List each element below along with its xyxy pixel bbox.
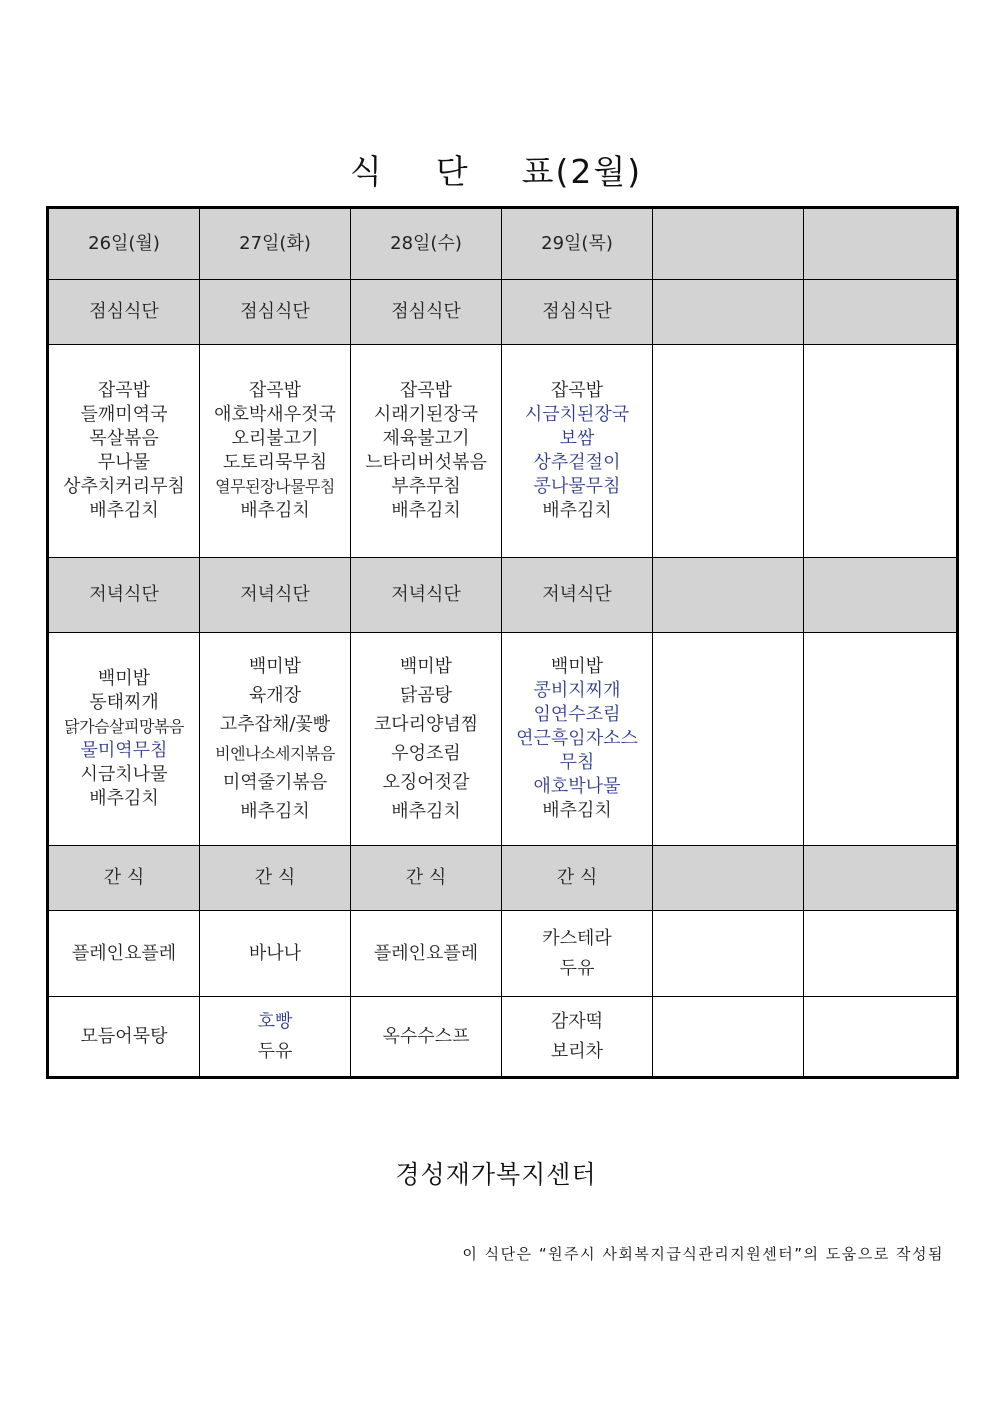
menu-item: 보쌈 — [559, 428, 595, 449]
empty-cell — [653, 558, 804, 633]
menu-item: 시금치나물 — [80, 764, 168, 785]
menu-item: 백미밥 — [399, 656, 453, 677]
menu-item: 애호박새우젓국 — [214, 404, 336, 425]
dinner-menu-row — [49, 633, 957, 846]
snack-cell — [200, 997, 351, 1077]
lunch-menu-row — [49, 345, 957, 558]
menu-item: 배추김치 — [240, 500, 310, 521]
dinner-label-row — [49, 558, 957, 633]
menu-item: 무나물 — [97, 452, 151, 473]
snack-am-row — [49, 911, 957, 997]
empty-cell — [804, 997, 957, 1077]
title-part-2: 단 — [435, 152, 470, 191]
menu-item: 도토리묵무침 — [222, 452, 328, 473]
title-part-1: 식 — [349, 152, 384, 191]
menu-item: 호빵 — [257, 1010, 293, 1032]
menu-item: 배추김치 — [542, 800, 612, 821]
empty-cell — [804, 280, 957, 345]
empty-cell — [653, 911, 804, 997]
menu-item: 콩나물무침 — [533, 476, 621, 497]
dinner-label: 저녁식단 — [502, 558, 653, 633]
snack-label: 간 식 — [502, 846, 653, 911]
menu-item: 백미밥 — [97, 668, 151, 689]
menu-item: 잡곡밥 — [248, 380, 302, 401]
menu-item: 물미역무침 — [80, 740, 168, 761]
snack-cell — [49, 997, 200, 1077]
footer-note: 이 식단은 “원주시 사회복지급식관리지원센터”의 도움으로 작성됨 — [462, 1245, 944, 1263]
menu-item: 시래기된장국 — [373, 404, 479, 425]
snack-label: 간 식 — [49, 846, 200, 911]
menu-item: 감자떡 — [550, 1010, 604, 1032]
center-name: 경성재가복지센터 — [395, 1160, 597, 1189]
menu-item: 카스테라 — [542, 927, 612, 949]
menu-item: 배추김치 — [89, 788, 159, 809]
lunch-menu-cell — [200, 345, 351, 558]
empty-cell — [804, 345, 957, 558]
lunch-menu-cell — [351, 345, 502, 558]
menu-item: 상추겉절이 — [533, 452, 621, 473]
title-part-3: 표(2월) — [521, 152, 643, 191]
menu-item: 보리차 — [550, 1040, 604, 1062]
menu-item: 제육불고기 — [382, 428, 470, 449]
snack-cell — [49, 911, 200, 997]
menu-item: 우엉조림 — [391, 743, 461, 764]
empty-cell — [804, 846, 957, 911]
menu-item: 임연수조림 — [533, 704, 621, 725]
menu-item: 잡곡밥 — [97, 380, 151, 401]
menu-item: 모듬어묵탕 — [80, 1025, 168, 1047]
menu-item: 미역줄기볶음 — [222, 772, 328, 793]
day-header-cell: 29일(목) — [502, 209, 653, 280]
menu-item: 콩비지찌개 — [533, 680, 621, 701]
snack-cell — [502, 997, 653, 1077]
lunch-label-row — [49, 280, 957, 345]
menu-item: 백미밥 — [550, 656, 604, 677]
menu-item: 연근흑임자소스 — [516, 728, 638, 749]
menu-item: 플레인요플레 — [373, 942, 479, 964]
dinner-label: 저녁식단 — [200, 558, 351, 633]
empty-cell — [653, 280, 804, 345]
lunch-menu-cell — [502, 345, 653, 558]
menu-item: 닭곰탕 — [399, 685, 453, 706]
lunch-label: 점심식단 — [200, 280, 351, 345]
snack-label: 간 식 — [200, 846, 351, 911]
menu-item: 애호박나물 — [533, 776, 621, 797]
empty-cell — [653, 997, 804, 1077]
snack-label: 간 식 — [351, 846, 502, 911]
menu-item: 목살볶음 — [89, 428, 159, 449]
menu-item: 잡곡밥 — [399, 380, 453, 401]
menu-item: 상추치커리무침 — [63, 476, 185, 497]
empty-cell — [653, 345, 804, 558]
page-title — [0, 146, 992, 193]
empty-cell — [653, 846, 804, 911]
empty-cell — [804, 633, 957, 846]
dinner-label: 저녁식단 — [351, 558, 502, 633]
menu-item: 오징어젓갈 — [382, 772, 470, 793]
menu-item: 동태찌개 — [89, 692, 159, 713]
menu-item: 느타리버섯볶음 — [365, 452, 487, 473]
menu-item: 육개장 — [248, 685, 302, 706]
menu-item: 바나나 — [248, 942, 302, 964]
menu-item: 배추김치 — [391, 801, 461, 822]
snack-cell — [351, 911, 502, 997]
snack-pm-row — [49, 997, 957, 1077]
lunch-menu-cell — [49, 345, 200, 558]
dinner-menu-cell — [351, 633, 502, 846]
day-header-cell: 28일(수) — [351, 209, 502, 280]
day-header-cell: 27일(화) — [200, 209, 351, 280]
day-header-cell: 26일(월) — [49, 209, 200, 280]
lunch-label: 점심식단 — [351, 280, 502, 345]
empty-cell — [804, 558, 957, 633]
menu-item: 배추김치 — [542, 500, 612, 521]
menu-item: 코다리양념찜 — [373, 714, 479, 735]
day-header-row — [49, 209, 957, 280]
menu-item: 백미밥 — [248, 656, 302, 677]
dinner-menu-cell — [502, 633, 653, 846]
snack-cell — [200, 911, 351, 997]
day-header-cell — [653, 209, 804, 280]
dinner-label: 저녁식단 — [49, 558, 200, 633]
menu-item: 부추무침 — [391, 476, 461, 497]
menu-item: 무침 — [559, 752, 595, 773]
menu-item: 닭가슴살피망볶음 — [64, 717, 184, 736]
menu-item: 두유 — [257, 1040, 293, 1062]
menu-item: 잡곡밥 — [550, 380, 604, 401]
lunch-label: 점심식단 — [502, 280, 653, 345]
menu-item: 옥수수스프 — [382, 1025, 470, 1047]
menu-item: 오리불고기 — [231, 428, 319, 449]
empty-cell — [653, 633, 804, 846]
dinner-menu-cell — [200, 633, 351, 846]
menu-item: 배추김치 — [240, 801, 310, 822]
menu-item: 배추김치 — [89, 500, 159, 521]
menu-item: 배추김치 — [391, 500, 461, 521]
menu-item: 두유 — [559, 957, 595, 979]
menu-item: 들깨미역국 — [80, 404, 168, 425]
menu-table — [48, 208, 957, 1077]
snack-cell — [502, 911, 653, 997]
lunch-label: 점심식단 — [49, 280, 200, 345]
menu-item: 비엔나소세지볶음 — [215, 744, 335, 763]
snack-label-row — [49, 846, 957, 911]
snack-cell — [351, 997, 502, 1077]
menu-item: 플레인요플레 — [71, 942, 177, 964]
menu-item: 열무된장나물무침 — [215, 477, 335, 496]
menu-item: 고추잡채/꽃빵 — [219, 714, 331, 735]
day-header-cell — [804, 209, 957, 280]
empty-cell — [804, 911, 957, 997]
menu-item: 시금치된장국 — [524, 404, 630, 425]
dinner-menu-cell — [49, 633, 200, 846]
